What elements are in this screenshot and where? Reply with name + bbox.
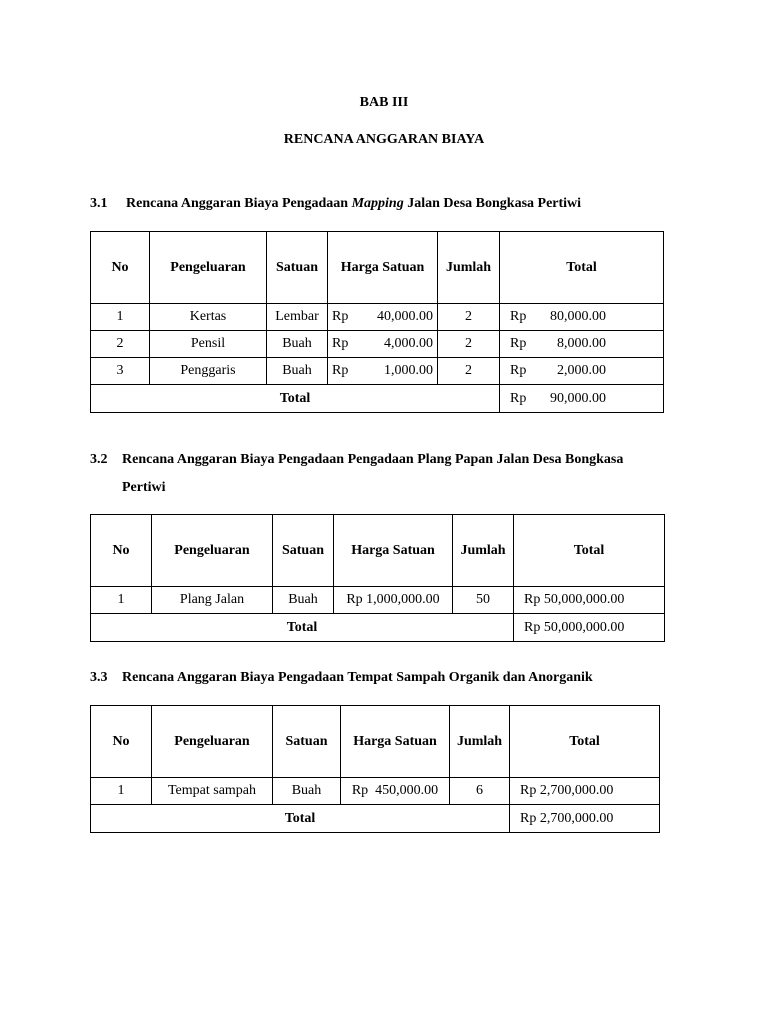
cell-total: Rp 2,700,000.00 (510, 778, 660, 805)
table-row (91, 778, 660, 805)
section-title: Rencana Anggaran Biaya Pengadaan Tempat Sampah Organik dan Anorganik (122, 670, 593, 685)
table-header-row (91, 515, 665, 587)
table-row (91, 358, 664, 385)
section-3-2-heading (90, 446, 678, 502)
amount: 8,000.00 (557, 336, 606, 351)
cell-item: Kertas (150, 304, 267, 331)
header-satuan: Satuan (267, 232, 328, 304)
section-title-italic: Mapping (351, 196, 404, 211)
amount: 40,000.00 (377, 309, 433, 324)
currency-label: Rp (510, 363, 527, 378)
cell-no: 1 (91, 587, 152, 614)
cell-price (328, 331, 438, 358)
currency-label: Rp (332, 309, 349, 324)
header-total: Total (500, 232, 664, 304)
section-title-line2: Pertiwi (122, 480, 166, 495)
cell-no: 3 (91, 358, 150, 385)
header-jumlah: Jumlah (453, 515, 514, 587)
header-satuan: Satuan (273, 515, 334, 587)
currency-label: Rp (510, 309, 527, 324)
header-no: No (91, 232, 150, 304)
amount: 90,000.00 (550, 390, 606, 406)
cell-unit: Buah (267, 331, 328, 358)
table-trash-bin-budget (90, 705, 660, 833)
section-title-part: Rencana Anggaran Biaya Pengadaan (126, 196, 352, 211)
grand-total: Rp 50,000,000.00 (514, 614, 665, 642)
header-satuan: Satuan (273, 706, 341, 778)
header-total: Total (514, 515, 665, 587)
cell-qty: 2 (438, 358, 500, 385)
currency-label: Rp (510, 390, 527, 406)
cell-qty: 6 (450, 778, 510, 805)
cell-unit: Buah (273, 778, 341, 805)
section-3-1-heading (90, 190, 678, 218)
cell-qty: 2 (438, 331, 500, 358)
grand-total (500, 385, 664, 413)
currency-label: Rp (332, 336, 349, 351)
header-pengeluaran: Pengeluaran (152, 515, 273, 587)
cell-price (328, 358, 438, 385)
header-pengeluaran: Pengeluaran (152, 706, 273, 778)
cell-total (500, 304, 664, 331)
cell-unit: Buah (267, 358, 328, 385)
table-total-row (91, 385, 664, 413)
amount: 2,000.00 (557, 363, 606, 378)
header-harga-satuan: Harga Satuan (334, 515, 453, 587)
header-jumlah: Jumlah (450, 706, 510, 778)
cell-total (500, 331, 664, 358)
total-label: Total (91, 805, 510, 833)
grand-total: Rp 2,700,000.00 (510, 805, 660, 833)
header-harga-satuan: Harga Satuan (328, 232, 438, 304)
table-mapping-budget (90, 231, 664, 413)
section-3-3-heading (90, 664, 678, 692)
table-row (91, 304, 664, 331)
document-title: RENCANA ANGGARAN BIAYA (283, 132, 485, 147)
currency-label: Rp (510, 336, 527, 351)
cell-item: Plang Jalan (152, 587, 273, 614)
cell-qty: 50 (453, 587, 514, 614)
header-no: No (91, 706, 152, 778)
header-total: Total (510, 706, 660, 778)
cell-no: 1 (91, 304, 150, 331)
header-harga-satuan: Harga Satuan (341, 706, 450, 778)
table-plang-budget (90, 514, 665, 642)
amount: 4,000.00 (384, 336, 433, 351)
chapter-heading: BAB III (359, 95, 409, 110)
cell-item: Tempat sampah (152, 778, 273, 805)
table-total-row (91, 805, 660, 833)
table-row (91, 331, 664, 358)
cell-price: Rp 1,000,000.00 (334, 587, 453, 614)
cell-unit: Buah (273, 587, 334, 614)
section-number: 3.3 (90, 670, 108, 685)
amount: 1,000.00 (384, 363, 433, 378)
section-number: 3.1 (90, 196, 108, 211)
header-pengeluaran: Pengeluaran (150, 232, 267, 304)
total-label: Total (91, 614, 514, 642)
table-total-row (91, 614, 665, 642)
header-jumlah: Jumlah (438, 232, 500, 304)
section-title-line1: Rencana Anggaran Biaya Pengadaan Pengadaan Plang Papan Jalan Desa Bongkasa (122, 452, 624, 467)
currency-label: Rp (332, 363, 349, 378)
section-number: 3.2 (90, 452, 108, 467)
section-title-part: Jalan Desa Bongkasa Pertiwi (403, 196, 582, 211)
table-row (91, 587, 665, 614)
total-label: Total (91, 385, 500, 413)
cell-qty: 2 (438, 304, 500, 331)
cell-unit: Lembar (267, 304, 328, 331)
table-header-row (91, 232, 664, 304)
cell-item: Penggaris (150, 358, 267, 385)
cell-total: Rp 50,000,000.00 (514, 587, 665, 614)
header-no: No (91, 515, 152, 587)
cell-total (500, 358, 664, 385)
cell-item: Pensil (150, 331, 267, 358)
table-header-row (91, 706, 660, 778)
amount: 80,000.00 (550, 309, 606, 324)
cell-price: Rp 450,000.00 (341, 778, 450, 805)
cell-no: 2 (91, 331, 150, 358)
cell-price (328, 304, 438, 331)
cell-no: 1 (91, 778, 152, 805)
